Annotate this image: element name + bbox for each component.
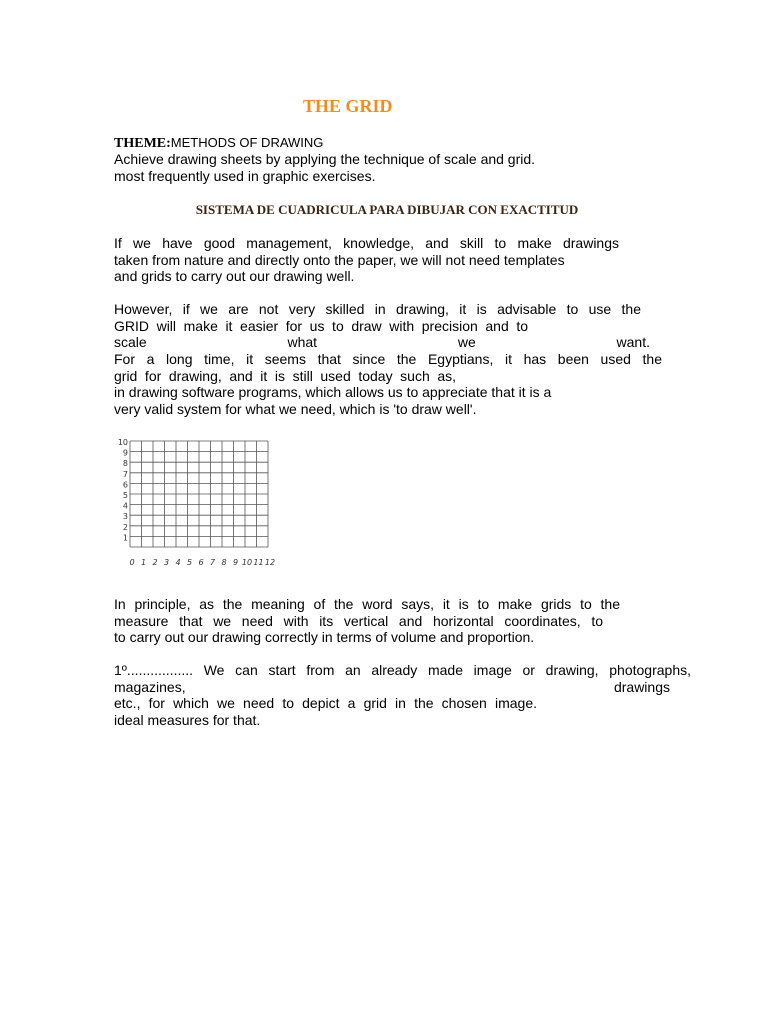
paragraph-line: to carry out our drawing correctly in terms of volume and proportion.: [114, 629, 535, 646]
theme-label: THEME:: [114, 136, 171, 151]
x-axis-label: 3: [163, 558, 170, 567]
x-axis-label: 11: [253, 558, 264, 567]
intro-line-2: most frequently used in graphic exercises.: [114, 168, 376, 184]
y-axis-label: 4: [122, 501, 128, 511]
x-axis-label: 4: [175, 558, 181, 567]
theme-value: METHODS OF DRAWING: [170, 135, 324, 150]
paragraph-line: scale what we want.: [114, 334, 650, 351]
paragraph-line: magazines, drawings: [114, 678, 670, 695]
paragraph-line: In principle, as the meaning of the word says, it is to make grids to the: [114, 596, 620, 612]
x-axis-label: 5: [186, 558, 193, 567]
y-axis-label: 7: [122, 469, 128, 479]
y-axis-label: 8: [122, 459, 128, 469]
paragraph-line: For a long time, it seems that since the Egyptians, it has been used the: [114, 351, 662, 368]
paragraph-1: [114, 235, 619, 285]
x-axis-label: 6: [198, 558, 204, 567]
paragraph-line: taken from nature and directly onto the paper, we will not need templates: [114, 251, 565, 268]
paragraph-line: However, if we are not very skilled in drawing, it is advisable to use the: [114, 301, 641, 317]
grid-lines: [130, 441, 268, 547]
theme-line: [114, 135, 323, 152]
x-axis-label: 0: [129, 558, 135, 567]
x-axis-label: 7: [209, 558, 216, 567]
grid-figure: [116, 436, 280, 568]
y-axis-label: 2: [122, 522, 128, 532]
x-axis-label: 9: [232, 558, 239, 567]
paragraph-line: measure that we need with its vertical and horizontal coordinates, to: [114, 612, 603, 629]
x-axis-label: 1: [140, 558, 147, 567]
y-axis-label: 10: [117, 438, 128, 447]
intro-line-1: Achieve drawing sheets by applying the technique of scale and grid.: [114, 151, 536, 167]
paragraph-line: GRID will make it easier for us to draw with precision and to: [114, 317, 528, 334]
paragraph-line: grid for drawing, and it is still used today such as,: [114, 367, 456, 384]
paragraph-line: If we have good management, knowledge, and skill to make drawings: [114, 235, 619, 251]
paragraph-4: [114, 662, 691, 729]
x-axis-label: 8: [221, 558, 227, 567]
paragraph-line: and grids to carry out our drawing well.: [114, 268, 355, 285]
paragraph-line: in drawing software programs, which allows us to appreciate that it is a: [114, 384, 552, 401]
y-axis-label: 9: [122, 448, 128, 458]
paragraph-2: [114, 301, 662, 418]
paragraph-3: [114, 596, 620, 646]
y-axis-label: 5: [122, 491, 128, 500]
y-axis-label: 1: [122, 533, 128, 543]
x-axis-labels: [129, 558, 275, 567]
paragraph-line: very valid system for what we need, which is 'to draw well'.: [114, 401, 477, 418]
x-axis-label: 12: [264, 558, 276, 567]
y-axis-labels: [118, 438, 128, 542]
x-axis-label: 2: [152, 558, 158, 567]
y-axis-label: 3: [122, 512, 128, 522]
page-title: THE GRID: [303, 96, 393, 116]
paragraph-line: 1º................. We can start from an already made image or drawing, photographs,: [114, 662, 691, 678]
paragraph-line: ideal measures for that.: [114, 712, 261, 729]
x-axis-label: 10: [241, 558, 253, 567]
section-subtitle: SISTEMA DE CUADRICULA PARA DIBUJAR CON EXACTITUD: [195, 202, 579, 217]
y-axis-label: 6: [122, 480, 128, 490]
paragraph-line: etc., for which we need to depict a grid in the chosen image.: [114, 695, 537, 712]
